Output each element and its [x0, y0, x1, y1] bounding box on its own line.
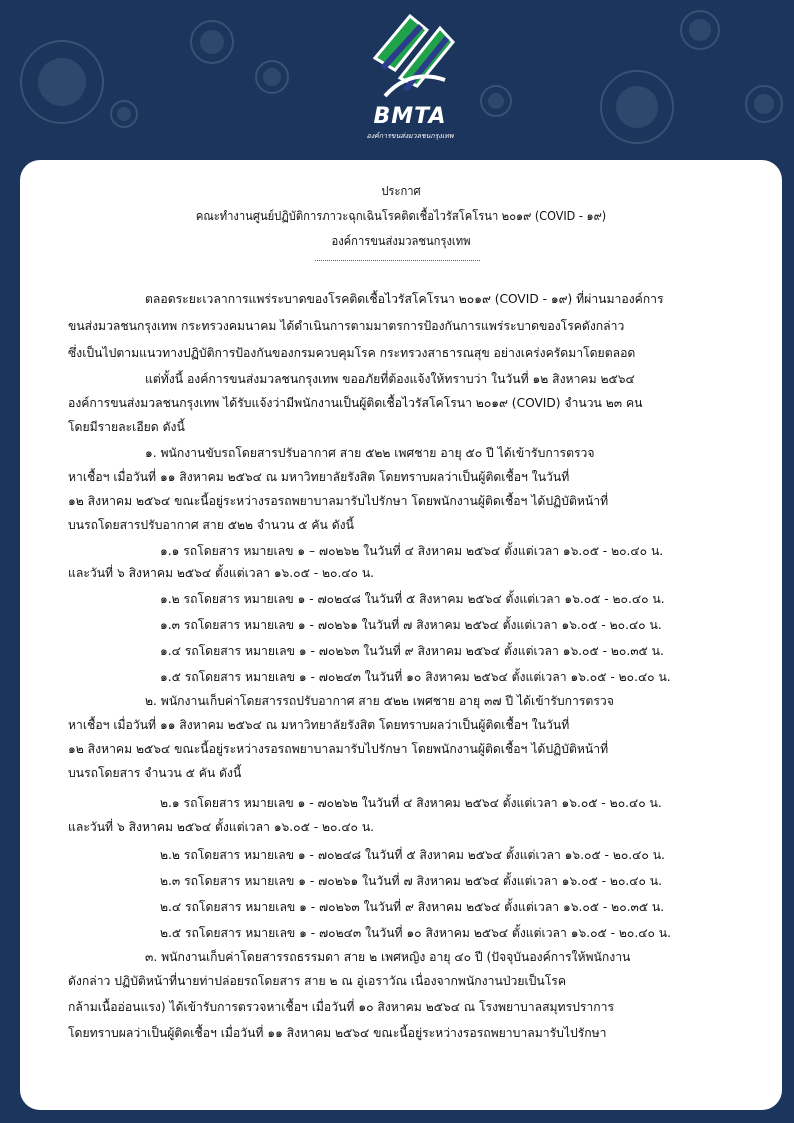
list-item: ๒.๒ รถโดยสาร หมายเลข ๑ - ๗๐๒๔๘ ในวันที่ ๕ สิงหาคม ๒๕๖๔ ตั้งแต่เวลา ๑๖.๐๕ - ๒๐.๔๐ น. — [160, 848, 665, 862]
list-item: และวันที่ ๖ สิงหาคม ๒๕๖๔ ตั้งแต่เวลา ๑๖.๐๕ - ๒๐.๔๐ น. — [68, 820, 375, 834]
paragraph-line: องค์การขนส่งมวลชนกรุงเทพ ได้รับแจ้งว่ามีพนักงานเป็นผู้ติดเชื้อไวรัสโคโรนา ๒๐๑๙ (COVID) จำนวน ๒๓ คน — [68, 396, 643, 410]
logo-subtitle: องค์การขนส่งมวลชนกรุงเทพ — [366, 132, 454, 140]
paragraph-line: ๑. พนักงานขับรถโดยสารปรับอากาศ สาย ๕๒๒ เพศชาย อายุ ๕๐ ปี ได้เข้ารับการตรวจ — [145, 446, 595, 460]
announcement-heading: ประกาศ — [381, 184, 421, 198]
virus-decoration-icon — [255, 60, 289, 94]
list-item: ๑.๔ รถโดยสาร หมายเลข ๑ - ๗๐๒๖๓ ในวันที่ ๙ สิงหาคม ๒๕๖๔ ตั้งแต่เวลา ๑๖.๐๕ - ๒๐.๓๕ น. — [160, 644, 664, 658]
list-item: ๒.๕ รถโดยสาร หมายเลข ๑ - ๗๐๒๔๓ ในวันที่ ๑๐ สิงหาคม ๒๕๖๔ ตั้งแต่เวลา ๑๖.๐๕ - ๒๐.๔๐ น. — [160, 926, 671, 940]
paragraph-line: ๓. พนักงานเก็บค่าโดยสารรถธรรมดา สาย ๒ เพศหญิง อายุ ๔๐ ปี (ปัจจุบันองค์การให้พนักงาน — [145, 950, 631, 964]
virus-decoration-icon — [680, 10, 720, 50]
paragraph-line: ขนส่งมวลชนกรุงเทพ กระทรวงคมนาคม ได้ดำเนินการตามมาตรการป้องกันการแพร่ระบาดของโรคดังกล่าว — [68, 319, 625, 333]
paragraph-line: โดยมีรายละเอียด ดังนี้ — [68, 420, 185, 434]
announcement-organization: องค์การขนส่งมวลชนกรุงเทพ — [331, 234, 471, 248]
paragraph-line: กล้ามเนื้ออ่อนแรง) ได้เข้ารับการตรวจหาเชื้อฯ เมื่อวันที่ ๑๐ สิงหาคม ๒๕๖๔ ณ โรงพยาบาลสมุทรปราการ — [68, 1000, 615, 1014]
paragraph-line: ดังกล่าว ปฏิบัติหน้าที่นายท่าปล่อยรถโดยสาร สาย ๒ ณ อู่เอราวัณ เนื่องจากพนักงานป่วยเป็นโรค — [68, 974, 566, 988]
list-item: ๑.๒ รถโดยสาร หมายเลข ๑ - ๗๐๒๔๘ ในวันที่ ๕ สิงหาคม ๒๕๖๔ ตั้งแต่เวลา ๑๖.๐๕ - ๒๐.๔๐ น. — [160, 592, 665, 606]
list-item: ๑.๓ รถโดยสาร หมายเลข ๑ - ๗๐๒๖๑ ในวันที่ ๗ สิงหาคม ๒๕๖๔ ตั้งแต่เวลา ๑๖.๐๕ - ๒๐.๔๐ น. — [160, 618, 662, 632]
paragraph-line: ซึ่งเป็นไปตามแนวทางปฏิบัติการป้องกันของกรมควบคุมโรค กระทรวงสาธารณสุข อย่างเคร่งครัดมาโดยตลอด — [68, 346, 636, 360]
separator-dots — [315, 260, 480, 261]
announcement-committee: คณะทำงานศูนย์ปฏิบัติการภาวะฉุกเฉินโรคติดเชื้อไวรัสโคโรนา ๒๐๑๙ (COVID - ๑๙) — [195, 209, 607, 223]
virus-decoration-icon — [20, 40, 104, 124]
list-item: ๒.๑ รถโดยสาร หมายเลข ๑ - ๗๐๒๖๒ ในวันที่ ๔ สิงหาคม ๒๕๖๔ ตั้งแต่เวลา ๑๖.๐๕ - ๒๐.๔๐ น. — [160, 796, 662, 810]
announcement-card — [20, 160, 782, 1110]
paragraph-line: แต่ทั้งนี้ องค์การขนส่งมวลชนกรุงเทพ ขออภัยที่ต้องแจ้งให้ทราบว่า ในวันที่ ๑๒ สิงหาคม ๒๕๖๔ — [145, 372, 635, 386]
bmta-logo-mark-icon — [355, 8, 465, 104]
list-item: และวันที่ ๖ สิงหาคม ๒๕๖๔ ตั้งแต่เวลา ๑๖.๐๕ - ๒๐.๔๐ น. — [68, 566, 375, 580]
paragraph-line: หาเชื้อฯ เมื่อวันที่ ๑๑ สิงหาคม ๒๕๖๔ ณ มหาวิทยาลัยรังสิต โดยทราบผลว่าเป็นผู้ติดเชื้อฯ ในวันที่ — [68, 718, 570, 732]
virus-decoration-icon — [110, 100, 138, 128]
list-item: ๒.๓ รถโดยสาร หมายเลข ๑ - ๗๐๒๖๑ ในวันที่ ๗ สิงหาคม ๒๕๖๔ ตั้งแต่เวลา ๑๖.๐๕ - ๒๐.๔๐ น. — [160, 874, 662, 888]
paragraph-line: ตลอดระยะเวลาการแพร่ระบาดของโรคติดเชื้อไวรัสโคโรนา ๒๐๑๙ (COVID - ๑๙) ที่ผ่านมาองค์การ — [145, 292, 664, 306]
paragraph-line: บนรถโดยสารปรับอากาศ สาย ๕๒๒ จำนวน ๕ คัน ดังนี้ — [68, 518, 354, 532]
virus-decoration-icon — [745, 85, 783, 123]
bmta-logo — [355, 8, 465, 143]
list-item: ๑.๑ รถโดยสาร หมายเลข ๑ – ๗๐๒๖๒ ในวันที่ ๔ สิงหาคม ๒๕๖๔ ตั้งแต่เวลา ๑๖.๐๕ - ๒๐.๔๐ น. — [160, 544, 664, 558]
paragraph-line: ๑๒ สิงหาคม ๒๕๖๔ ขณะนี้อยู่ระหว่างรอรถพยาบาลมารับไปรักษา โดยพนักงานผู้ติดเชื้อฯ ได้ปฏิบัติหน้าที่ — [68, 494, 609, 508]
virus-decoration-icon — [190, 20, 234, 64]
paragraph-line: บนรถโดยสาร จำนวน ๕ คัน ดังนี้ — [68, 766, 242, 780]
paragraph-line: โดยทราบผลว่าเป็นผู้ติดเชื้อฯ เมื่อวันที่ ๑๑ สิงหาคม ๒๕๖๔ ขณะนี้อยู่ระหว่างรอรถพยาบาลมารับไปรักษา — [68, 1026, 607, 1040]
paragraph-line: ๒. พนักงานเก็บค่าโดยสารรถปรับอากาศ สาย ๕๒๒ เพศชาย อายุ ๓๗ ปี ได้เข้ารับการตรวจ — [145, 694, 614, 708]
logo-acronym: BMTA — [373, 104, 447, 129]
list-item: ๒.๔ รถโดยสาร หมายเลข ๑ - ๗๐๒๖๓ ในวันที่ ๙ สิงหาคม ๒๕๖๔ ตั้งแต่เวลา ๑๖.๐๕ - ๒๐.๓๕ น. — [160, 900, 665, 914]
paragraph-line: หาเชื้อฯ เมื่อวันที่ ๑๑ สิงหาคม ๒๕๖๔ ณ มหาวิทยาลัยรังสิต โดยทราบผลว่าเป็นผู้ติดเชื้อฯ ในวันที่ — [68, 470, 570, 484]
list-item: ๑.๕ รถโดยสาร หมายเลข ๑ - ๗๐๒๔๓ ในวันที่ ๑๐ สิงหาคม ๒๕๖๔ ตั้งแต่เวลา ๑๖.๐๕ - ๒๐.๔๐ น. — [160, 670, 671, 684]
virus-decoration-icon — [480, 85, 512, 117]
virus-decoration-icon — [600, 70, 674, 144]
paragraph-line: ๑๒ สิงหาคม ๒๕๖๔ ขณะนี้อยู่ระหว่างรอรถพยาบาลมารับไปรักษา โดยพนักงานผู้ติดเชื้อฯ ได้ปฏิบัติหน้าที่ — [68, 742, 609, 756]
